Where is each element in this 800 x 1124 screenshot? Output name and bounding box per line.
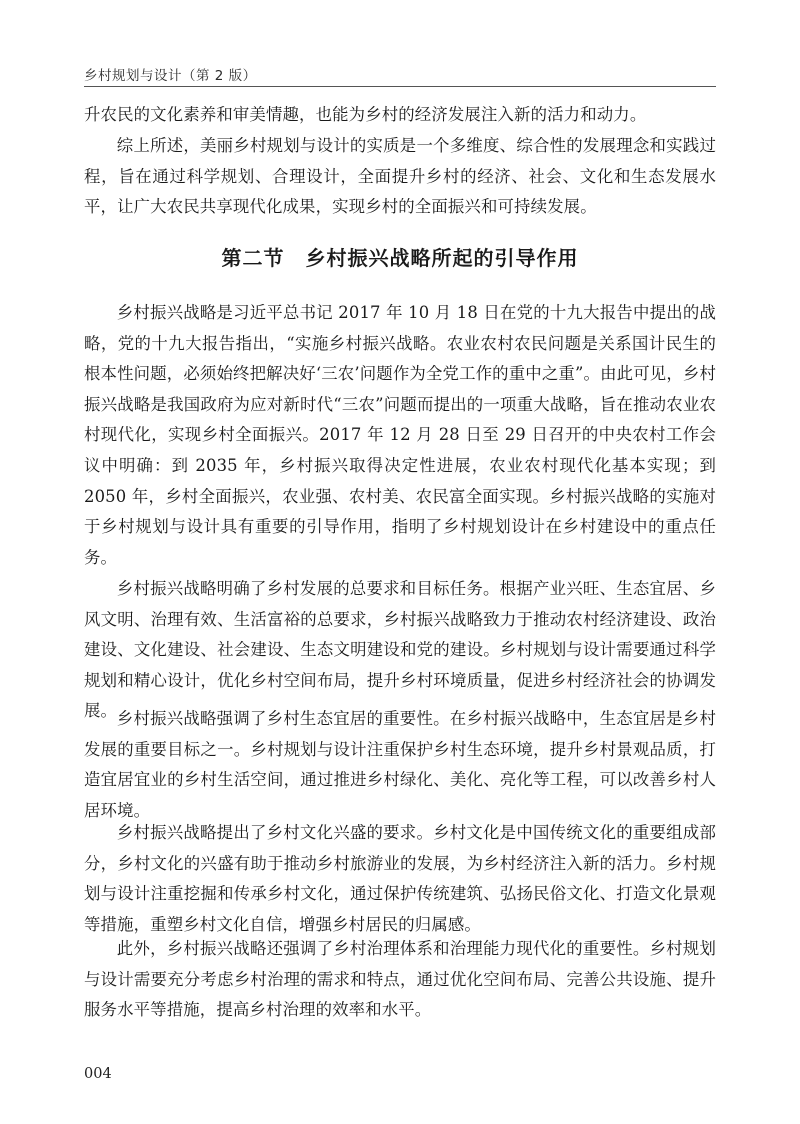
header-rule bbox=[84, 86, 716, 87]
section-paragraph-5: 此外，乡村振兴战略还强调了乡村治理体系和治理能力现代化的重要性。乡村规划与设计需要充分考虑乡村治理的需求和特点，通过优化空间布局、完善公共设施、提升服务水平等措施，提高乡村治理的效率和水平。 bbox=[84, 939, 716, 1020]
section-paragraph-4: 乡村振兴战略提出了乡村文化兴盛的要求。乡村文化是中国传统文化的重要组成部分，乡村文化的兴盛有助于推动乡村旅游业的发展，为乡村经济注入新的活力。乡村规划与设计注重挖掘和传承乡村文化，通过保护传统建筑、弘扬民俗文化、打造文化景观等措施，重塑乡村文化自信，增强乡村居民的归属感。 bbox=[84, 823, 716, 934]
page-number: 004 bbox=[84, 1066, 112, 1082]
section-paragraph-1: 乡村振兴战略是习近平总书记 2017 年 10 月 18 日在党的十九大报告中提出的战略，党的十九大报告指出，“实施乡村振兴战略。农业农村农民问题是关系国计民生的根本性问题，必须始终把解决好‘三农’问题作为全党工作的重中之重”。由此可见，乡村振兴战略是我国政府为应对新时代“三农”问题而提出的一项重大战略，旨在推动农业农村现代化，实现乡村全面振兴。2017 年 12 月 28 日至 29 日召开的中央农村工作会议中明确：到 2035 年，乡村振兴取得决定性进展，农业农村现代化基本实现；到 2050 年，乡村全面振兴，农业强、农村美、农民富全面实现。乡村振兴战略的实施对于乡村规划与设计具有重要的引导作用，指明了乡村规划设计在乡村建设中的重点任务。 bbox=[84, 303, 716, 567]
continuation-paragraph: 升农民的文化素养和审美情趣，也能为乡村的经济发展注入新的活力和动力。 bbox=[84, 105, 647, 124]
running-header: 乡村规划与设计（第 2 版） bbox=[84, 68, 257, 84]
section-title: 第二节 乡村振兴战略所起的引导作用 bbox=[221, 246, 579, 270]
section-paragraph-3: 乡村振兴战略强调了乡村生态宜居的重要性。在乡村振兴战略中，生态宜居是乡村发展的重要目标之一。乡村规划与设计注重保护乡村生态环境，提升乡村景观品质，打造宜居宜业的乡村生活空间，通过推进乡村绿化、美化、亮化等工程，可以改善乡村人居环境。 bbox=[84, 709, 716, 820]
section-paragraph-2: 乡村振兴战略明确了乡村发展的总要求和目标任务。根据产业兴旺、生态宜居、乡风文明、治理有效、生活富裕的总要求，乡村振兴战略致力于推动农村经济建设、政治建设、文化建设、社会建设、生态文明建设和党的建设。乡村规划与设计需要通过科学规划和精心设计，优化乡村空间布局，提升乡村环境质量，促进乡村经济社会的协调发展。 bbox=[84, 579, 716, 721]
summary-paragraph: 综上所述，美丽乡村规划与设计的实质是一个多维度、综合性的发展理念和实践过程，旨在通过科学规划、合理设计，全面提升乡村的经济、社会、文化和生态发展水平，让广大农民共享现代化成果，实现乡村的全面振兴和可持续发展。 bbox=[84, 136, 716, 217]
